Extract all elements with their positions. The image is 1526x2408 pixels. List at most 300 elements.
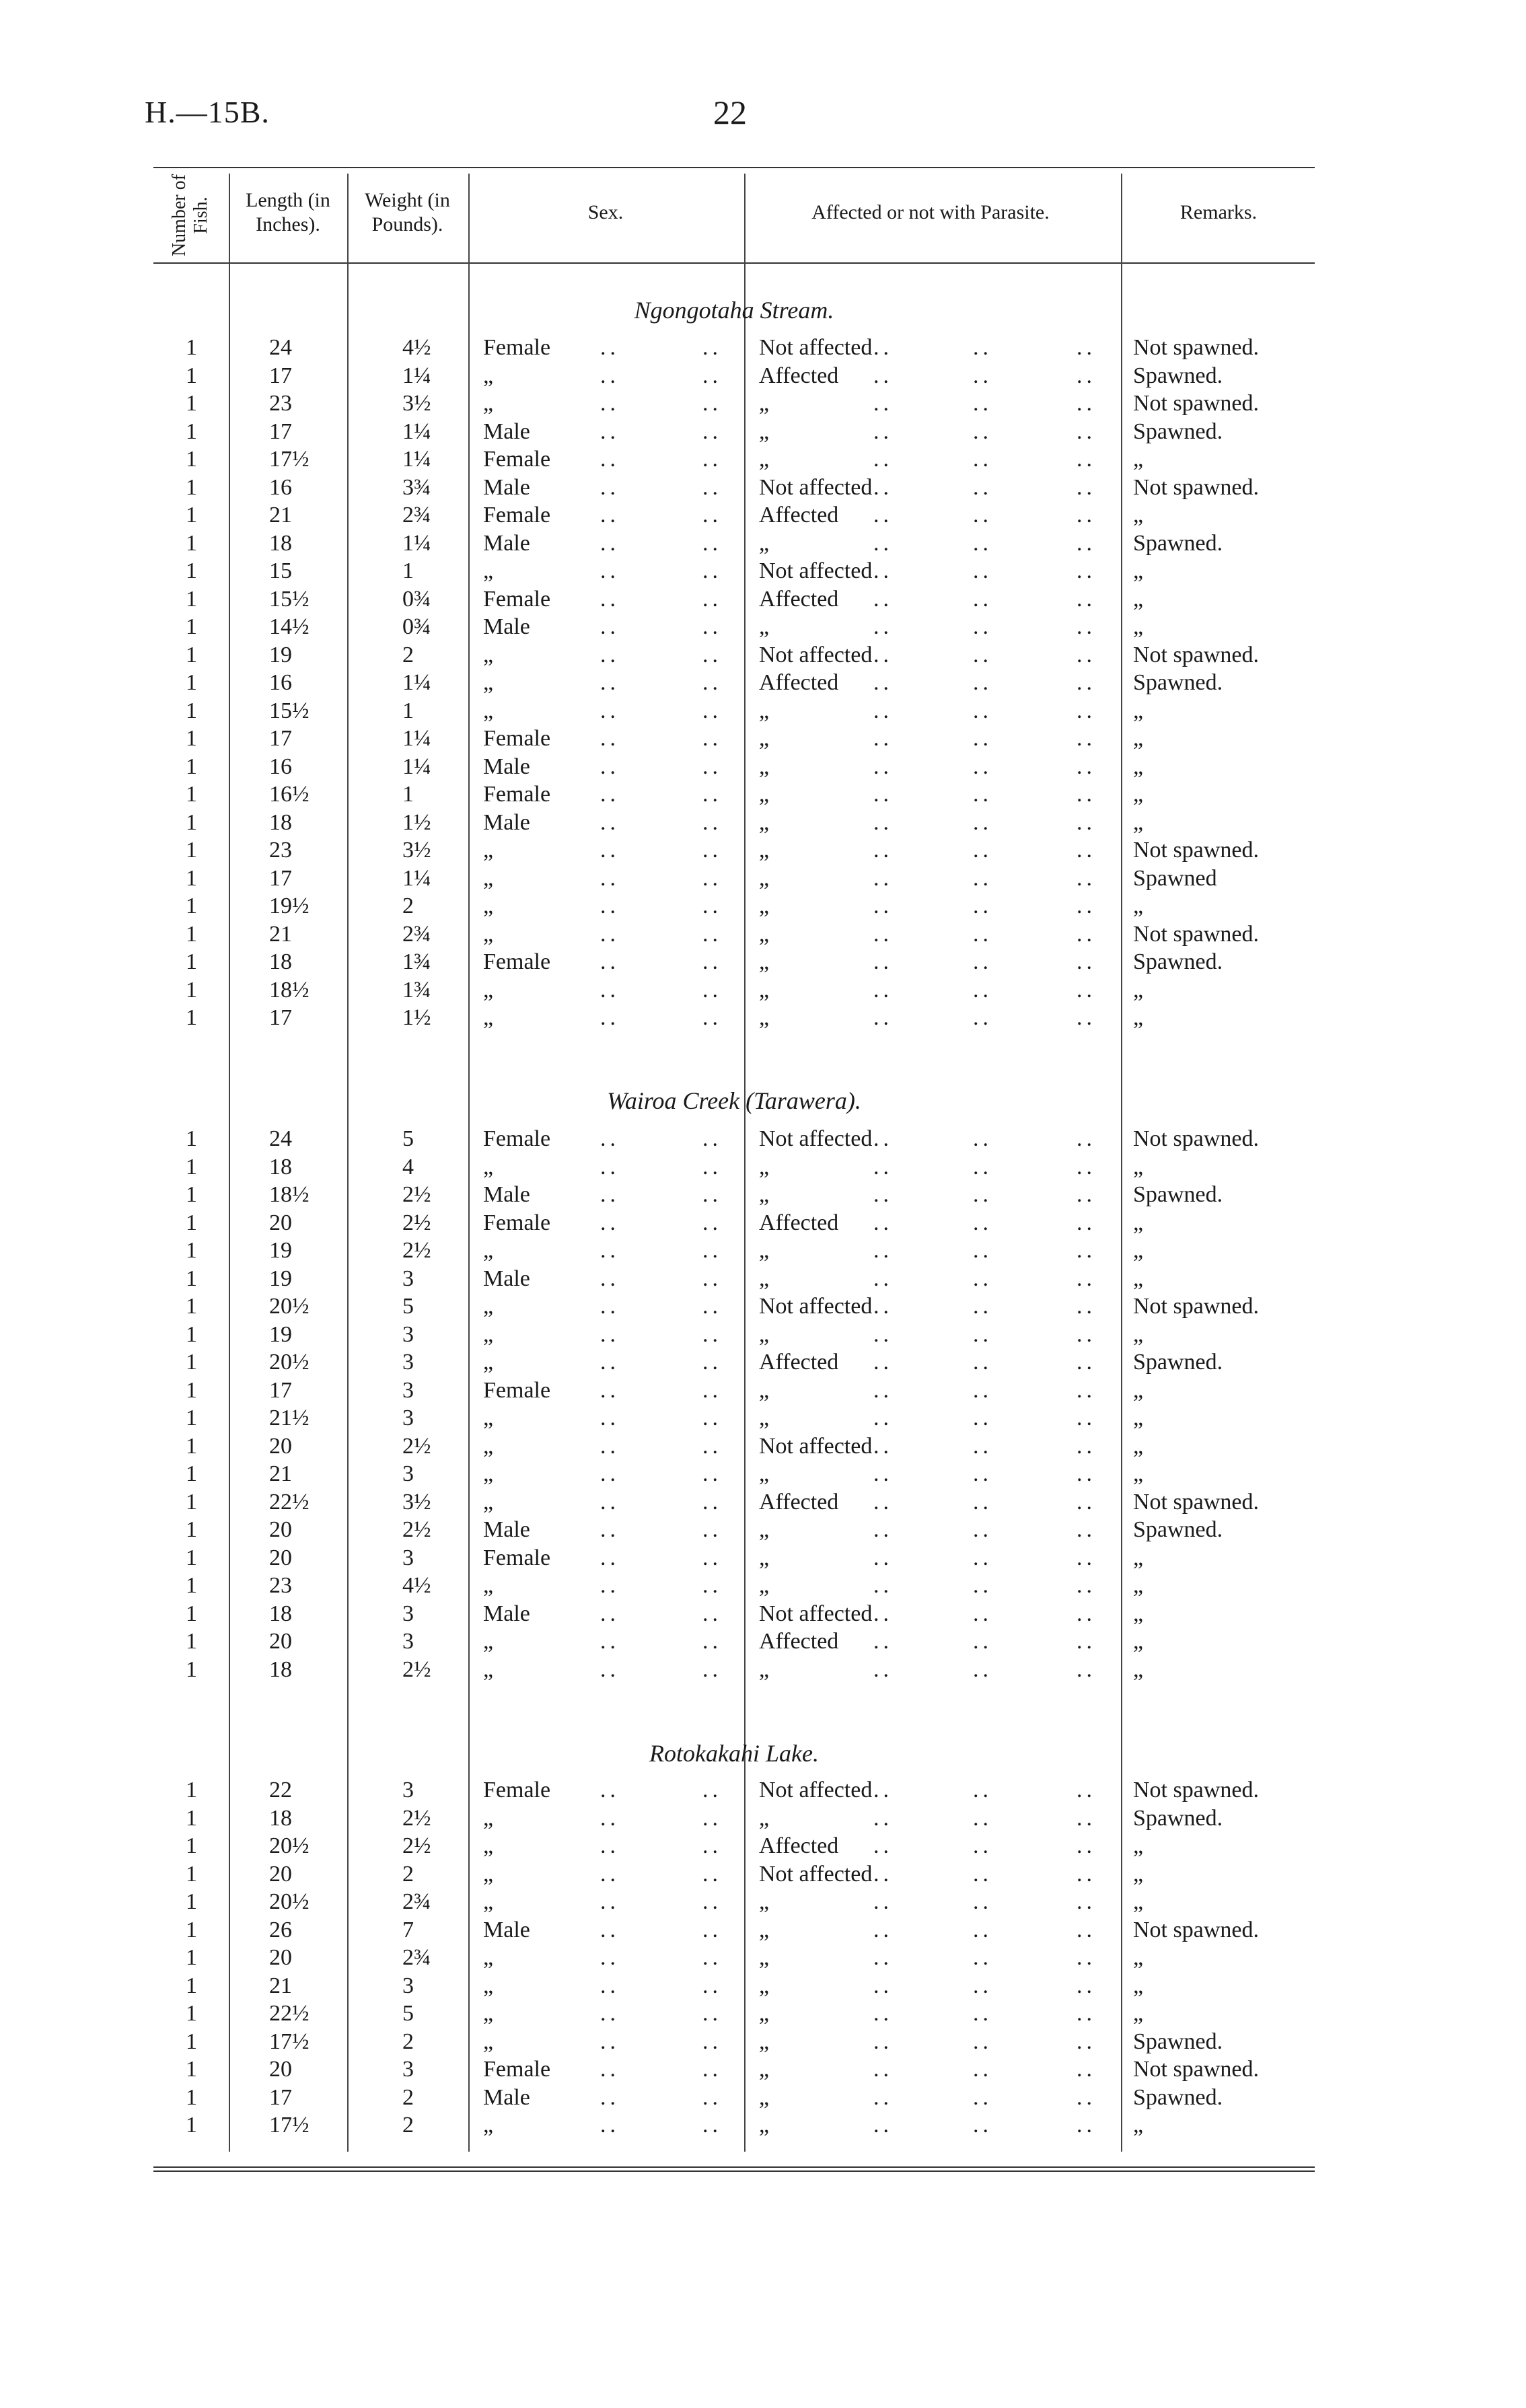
length-cell: 20	[269, 1629, 292, 1654]
leader-dots: ..	[600, 363, 620, 388]
sex-cell: „	[483, 1889, 494, 1914]
affected-cell: „	[759, 1917, 770, 1942]
leader-dots: ..	[1077, 1601, 1096, 1626]
affected-cell: „	[759, 614, 770, 639]
table-row	[0, 976, 1526, 1004]
fish-count: 1	[186, 1238, 197, 1263]
sex-cell: „	[483, 1406, 494, 1430]
remarks-cell: Spawned.	[1133, 1805, 1223, 1831]
weight-cell: 3	[402, 2057, 414, 2082]
weight-cell: 1¼	[402, 726, 431, 751]
fish-count: 1	[186, 335, 197, 360]
length-cell: 18	[269, 530, 292, 556]
leader-dots: ..	[702, 670, 722, 695]
sex-cell: Female	[483, 586, 551, 612]
table-row	[0, 669, 1526, 696]
length-cell: 16½	[269, 782, 310, 807]
leader-dots: ..	[600, 1350, 620, 1375]
affected-cell: „	[759, 1005, 770, 1030]
length-cell: 22½	[269, 2001, 310, 2026]
leader-dots: ..	[1077, 1861, 1096, 1887]
weight-cell: 2	[402, 1861, 414, 1887]
leader-dots: ..	[702, 474, 722, 500]
remarks-cell: „	[1133, 1833, 1144, 1858]
leader-dots: ..	[702, 530, 722, 556]
leader-dots: ..	[600, 838, 620, 863]
weight-cell: 3	[402, 1350, 414, 1375]
leader-dots: ..	[1077, 1656, 1096, 1682]
leader-dots: ..	[702, 1182, 722, 1207]
affected-cell: „	[759, 418, 770, 444]
leader-dots: ..	[600, 1889, 620, 1914]
length-cell: 18	[269, 1601, 292, 1626]
leader-dots: ..	[600, 670, 620, 695]
length-cell: 21	[269, 1461, 292, 1486]
leader-dots: ..	[1077, 1321, 1096, 1347]
leader-dots: ..	[702, 642, 722, 667]
leader-dots: ..	[600, 1266, 620, 1291]
leader-dots: ..	[873, 726, 893, 751]
affected-cell: „	[759, 447, 770, 472]
leader-dots: ..	[873, 1573, 893, 1598]
table-row	[0, 892, 1526, 920]
leader-dots: ..	[600, 447, 620, 472]
fish-count: 1	[186, 977, 197, 1002]
leader-dots: ..	[1077, 1154, 1096, 1179]
leader-dots: ..	[873, 1238, 893, 1263]
remarks-cell: Spawned.	[1133, 2084, 1223, 2110]
leader-dots: ..	[873, 1629, 893, 1654]
length-cell: 20	[269, 1517, 292, 1542]
remarks-cell: Spawned	[1133, 865, 1217, 891]
affected-cell: Affected	[759, 363, 839, 388]
table-row	[0, 836, 1526, 864]
weight-cell: 3	[402, 1406, 414, 1430]
leader-dots: ..	[1077, 2057, 1096, 2082]
leader-dots: ..	[973, 1126, 992, 1151]
leader-dots: ..	[702, 977, 722, 1002]
leader-dots: ..	[600, 698, 620, 723]
leader-dots: ..	[1077, 474, 1096, 500]
sex-cell: Male	[483, 1917, 530, 1942]
table-row	[0, 1181, 1526, 1208]
length-cell: 20½	[269, 1350, 310, 1375]
sex-cell: „	[483, 391, 494, 416]
leader-dots: ..	[873, 1126, 893, 1151]
fish-count: 1	[186, 558, 197, 583]
fish-count: 1	[186, 2084, 197, 2110]
remarks-cell: „	[1133, 1154, 1144, 1179]
remarks-cell: Spawned.	[1133, 1182, 1223, 1207]
weight-cell: 1	[402, 782, 414, 807]
leader-dots: ..	[873, 1517, 893, 1542]
affected-cell: „	[759, 1377, 770, 1403]
table-row	[0, 1656, 1526, 1683]
sex-cell: „	[483, 838, 494, 863]
weight-cell: 3	[402, 1629, 414, 1654]
remarks-cell: „	[1133, 558, 1144, 583]
length-cell: 24	[269, 1126, 292, 1151]
table-row	[0, 418, 1526, 445]
fish-count: 1	[186, 1778, 197, 1802]
sex-cell: „	[483, 2001, 494, 2026]
table-row	[0, 2111, 1526, 2139]
leader-dots: ..	[973, 1917, 992, 1942]
remarks-cell: Not spawned.	[1133, 335, 1259, 360]
table-row	[0, 362, 1526, 390]
remarks-cell: „	[1133, 1861, 1144, 1887]
leader-dots: ..	[973, 614, 992, 639]
remarks-cell: „	[1133, 809, 1144, 835]
leader-dots: ..	[1077, 1778, 1096, 1802]
sex-cell: Female	[483, 949, 551, 974]
table-top-rule	[153, 167, 1315, 168]
sex-cell: „	[483, 363, 494, 388]
sex-cell: Male	[483, 474, 530, 500]
sex-cell: Male	[483, 2084, 530, 2110]
leader-dots: ..	[1077, 1406, 1096, 1430]
sex-cell: „	[483, 698, 494, 723]
fish-count: 1	[186, 1833, 197, 1858]
leader-dots: ..	[600, 754, 620, 779]
remarks-cell: Spawned.	[1133, 670, 1223, 695]
leader-dots: ..	[973, 1406, 992, 1430]
leader-dots: ..	[600, 977, 620, 1002]
leader-dots: ..	[702, 2029, 722, 2054]
sex-cell: Male	[483, 754, 530, 779]
leader-dots: ..	[600, 726, 620, 751]
sex-cell: „	[483, 1973, 494, 1998]
leader-dots: ..	[873, 1545, 893, 1570]
fish-count: 1	[186, 1377, 197, 1403]
sex-cell: „	[483, 865, 494, 891]
leader-dots: ..	[702, 782, 722, 807]
affected-cell: „	[759, 1517, 770, 1542]
leader-dots: ..	[973, 1545, 992, 1570]
section-title: Ngongotaha Stream.	[634, 297, 834, 324]
sex-cell: Female	[483, 782, 551, 807]
sex-cell: „	[483, 642, 494, 667]
leader-dots: ..	[873, 1154, 893, 1179]
leader-dots: ..	[1077, 1294, 1096, 1319]
remarks-cell: „	[1133, 1545, 1144, 1570]
leader-dots: ..	[702, 558, 722, 583]
sex-cell: „	[483, 1573, 494, 1598]
weight-cell: 3½	[402, 391, 431, 416]
table-row	[0, 1209, 1526, 1237]
length-cell: 17	[269, 1005, 292, 1030]
length-cell: 18½	[269, 1182, 310, 1207]
leader-dots: ..	[973, 335, 992, 360]
length-cell: 19½	[269, 893, 310, 918]
fish-count: 1	[186, 474, 197, 500]
leader-dots: ..	[1077, 670, 1096, 695]
affected-cell: „	[759, 1154, 770, 1179]
length-cell: 17½	[269, 2113, 310, 2138]
affected-cell: „	[759, 754, 770, 779]
leader-dots: ..	[873, 530, 893, 556]
column-header-weight: Weight (in Pounds).	[365, 189, 450, 235]
length-cell: 18	[269, 1805, 292, 1831]
leader-dots: ..	[600, 1210, 620, 1235]
leader-dots: ..	[600, 391, 620, 416]
weight-cell: 2¾	[402, 921, 431, 947]
leader-dots: ..	[973, 754, 992, 779]
sex-cell: Female	[483, 1377, 551, 1403]
leader-dots: ..	[600, 1656, 620, 1682]
leader-dots: ..	[873, 335, 893, 360]
table-row	[0, 865, 1526, 892]
fish-count: 1	[186, 2029, 197, 2054]
sex-cell: „	[483, 1433, 494, 1459]
leader-dots: ..	[702, 1945, 722, 1970]
leader-dots: ..	[600, 893, 620, 918]
remarks-cell: „	[1133, 1210, 1144, 1235]
weight-cell: 5	[402, 2001, 414, 2026]
fish-count: 1	[186, 1861, 197, 1887]
sex-cell: Male	[483, 418, 530, 444]
leader-dots: ..	[702, 726, 722, 751]
weight-cell: 2½	[402, 1210, 431, 1235]
remarks-cell: Not spawned.	[1133, 1778, 1259, 1802]
leader-dots: ..	[600, 1545, 620, 1570]
leader-dots: ..	[873, 1294, 893, 1319]
affected-cell: Affected	[759, 586, 839, 612]
remarks-cell: Spawned.	[1133, 1517, 1223, 1542]
remarks-cell: „	[1133, 447, 1144, 472]
leader-dots: ..	[702, 391, 722, 416]
leader-dots: ..	[973, 1210, 992, 1235]
affected-cell: „	[759, 1573, 770, 1598]
leader-dots: ..	[600, 1182, 620, 1207]
leader-dots: ..	[600, 1461, 620, 1486]
weight-cell: 1	[402, 558, 414, 583]
leader-dots: ..	[600, 586, 620, 612]
remarks-cell: „	[1133, 1629, 1144, 1654]
remarks-cell: „	[1133, 2001, 1144, 2026]
column-header-number: Number of Fish.	[169, 174, 211, 257]
weight-cell: 2	[402, 893, 414, 918]
leader-dots: ..	[873, 1377, 893, 1403]
length-cell: 20	[269, 1861, 292, 1887]
leader-dots: ..	[973, 838, 992, 863]
weight-cell: 3	[402, 1973, 414, 1998]
leader-dots: ..	[973, 1861, 992, 1887]
remarks-cell: „	[1133, 977, 1144, 1002]
sex-cell: „	[483, 1154, 494, 1179]
fish-count: 1	[186, 1461, 197, 1486]
weight-cell: 1¼	[402, 418, 431, 444]
leader-dots: ..	[600, 1126, 620, 1151]
fish-count: 1	[186, 391, 197, 416]
column-header-remarks: Remarks.	[1179, 201, 1258, 223]
weight-cell: 0¾	[402, 586, 431, 612]
leader-dots: ..	[600, 503, 620, 527]
fish-count: 1	[186, 754, 197, 779]
leader-dots: ..	[600, 921, 620, 947]
remarks-cell: „	[1133, 754, 1144, 779]
length-cell: 17	[269, 1377, 292, 1403]
affected-cell: „	[759, 1805, 770, 1831]
leader-dots: ..	[873, 809, 893, 835]
table-row	[0, 725, 1526, 752]
weight-cell: 1	[402, 698, 414, 723]
leader-dots: ..	[1077, 1433, 1096, 1459]
affected-cell: „	[759, 865, 770, 891]
leader-dots: ..	[973, 1517, 992, 1542]
leader-dots: ..	[702, 2057, 722, 2082]
section-title: Wairoa Creek (Tarawera).	[607, 1087, 861, 1114]
table-row	[0, 753, 1526, 780]
sex-cell: „	[483, 670, 494, 695]
column-header-affected: Affected or not with Parasite.	[811, 201, 1050, 223]
remarks-cell: „	[1133, 1005, 1144, 1030]
leader-dots: ..	[873, 1833, 893, 1858]
leader-dots: ..	[973, 698, 992, 723]
remarks-cell: „	[1133, 586, 1144, 612]
leader-dots: ..	[873, 1656, 893, 1682]
remarks-cell: „	[1133, 1889, 1144, 1914]
fish-count: 1	[186, 1154, 197, 1179]
leader-dots: ..	[600, 1629, 620, 1654]
fish-count: 1	[186, 670, 197, 695]
fish-count: 1	[186, 1973, 197, 1998]
sex-cell: „	[483, 1489, 494, 1515]
leader-dots: ..	[600, 1517, 620, 1542]
table-row	[0, 1888, 1526, 1916]
leader-dots: ..	[1077, 335, 1096, 360]
fish-count: 1	[186, 1266, 197, 1291]
affected-cell: Not affected	[759, 335, 873, 360]
remarks-cell: „	[1133, 1973, 1144, 1998]
leader-dots: ..	[873, 391, 893, 416]
leader-dots: ..	[600, 1945, 620, 1970]
remarks-cell: „	[1133, 1266, 1144, 1291]
leader-dots: ..	[702, 1489, 722, 1515]
table-row	[0, 1237, 1526, 1264]
length-cell: 18	[269, 949, 292, 974]
affected-cell: „	[759, 698, 770, 723]
length-cell: 19	[269, 642, 292, 667]
leader-dots: ..	[1077, 642, 1096, 667]
length-cell: 17	[269, 865, 292, 891]
length-cell: 15	[269, 558, 292, 583]
remarks-cell: „	[1133, 1377, 1144, 1403]
leader-dots: ..	[702, 1517, 722, 1542]
leader-dots: ..	[1077, 1266, 1096, 1291]
table-bottom-rule-double	[153, 2170, 1315, 2172]
leader-dots: ..	[873, 2084, 893, 2110]
fish-count: 1	[186, 1656, 197, 1682]
header-bottom-rule	[153, 262, 1315, 264]
leader-dots: ..	[702, 1545, 722, 1570]
weight-cell: 1½	[402, 1005, 431, 1030]
leader-dots: ..	[1077, 2084, 1096, 2110]
sex-cell: „	[483, 1656, 494, 1682]
table-row	[0, 641, 1526, 669]
table-row	[0, 1516, 1526, 1543]
affected-cell: Not affected	[759, 558, 873, 583]
leader-dots: ..	[973, 1945, 992, 1970]
affected-cell: „	[759, 1321, 770, 1347]
leader-dots: ..	[973, 503, 992, 527]
weight-cell: 1¼	[402, 865, 431, 891]
leader-dots: ..	[1077, 1573, 1096, 1598]
fish-count: 1	[186, 418, 197, 444]
length-cell: 23	[269, 838, 292, 863]
weight-cell: 3	[402, 1601, 414, 1626]
leader-dots: ..	[702, 335, 722, 360]
leader-dots: ..	[973, 1461, 992, 1486]
leader-dots: ..	[973, 558, 992, 583]
table-row	[0, 1153, 1526, 1181]
affected-cell: „	[759, 838, 770, 863]
page-number: 22	[713, 94, 747, 131]
leader-dots: ..	[702, 1778, 722, 1802]
leader-dots: ..	[702, 1005, 722, 1030]
table-row	[0, 613, 1526, 641]
length-cell: 20	[269, 1433, 292, 1459]
leader-dots: ..	[702, 754, 722, 779]
leader-dots: ..	[702, 2084, 722, 2110]
leader-dots: ..	[600, 1973, 620, 1998]
leader-dots: ..	[600, 1833, 620, 1858]
table-row	[0, 1572, 1526, 1599]
leader-dots: ..	[702, 1210, 722, 1235]
weight-cell: 4½	[402, 335, 431, 360]
leader-dots: ..	[873, 614, 893, 639]
sex-cell: Female	[483, 1778, 551, 1802]
affected-cell: „	[759, 726, 770, 751]
weight-cell: 2½	[402, 1833, 431, 1858]
leader-dots: ..	[702, 1601, 722, 1626]
leader-dots: ..	[973, 1377, 992, 1403]
remarks-cell: Spawned.	[1133, 949, 1223, 974]
table-row	[0, 1944, 1526, 1971]
column-header-sex: Sex.	[587, 201, 624, 223]
leader-dots: ..	[702, 1238, 722, 1263]
leader-dots: ..	[973, 1805, 992, 1831]
leader-dots: ..	[600, 1778, 620, 1802]
leader-dots: ..	[973, 1601, 992, 1626]
leader-dots: ..	[1077, 1545, 1096, 1570]
sex-cell: Female	[483, 503, 551, 527]
length-cell: 18	[269, 1154, 292, 1179]
leader-dots: ..	[600, 865, 620, 891]
length-cell: 18	[269, 1656, 292, 1682]
leader-dots: ..	[1077, 530, 1096, 556]
leader-dots: ..	[1077, 614, 1096, 639]
weight-cell: 3	[402, 1266, 414, 1291]
length-cell: 20	[269, 2057, 292, 2082]
weight-cell: 2½	[402, 1433, 431, 1459]
sex-cell: „	[483, 893, 494, 918]
leader-dots: ..	[600, 1601, 620, 1626]
affected-cell: Affected	[759, 1833, 839, 1858]
table-row	[0, 1776, 1526, 1804]
leader-dots: ..	[973, 642, 992, 667]
affected-cell: „	[759, 1889, 770, 1914]
leader-dots: ..	[973, 363, 992, 388]
leader-dots: ..	[702, 1833, 722, 1858]
leader-dots: ..	[873, 1210, 893, 1235]
table-row	[0, 1432, 1526, 1460]
leader-dots: ..	[600, 1377, 620, 1403]
remarks-cell: Not spawned.	[1133, 921, 1259, 947]
fish-count: 1	[186, 782, 197, 807]
table-row	[0, 1377, 1526, 1404]
remarks-cell: „	[1133, 1656, 1144, 1682]
